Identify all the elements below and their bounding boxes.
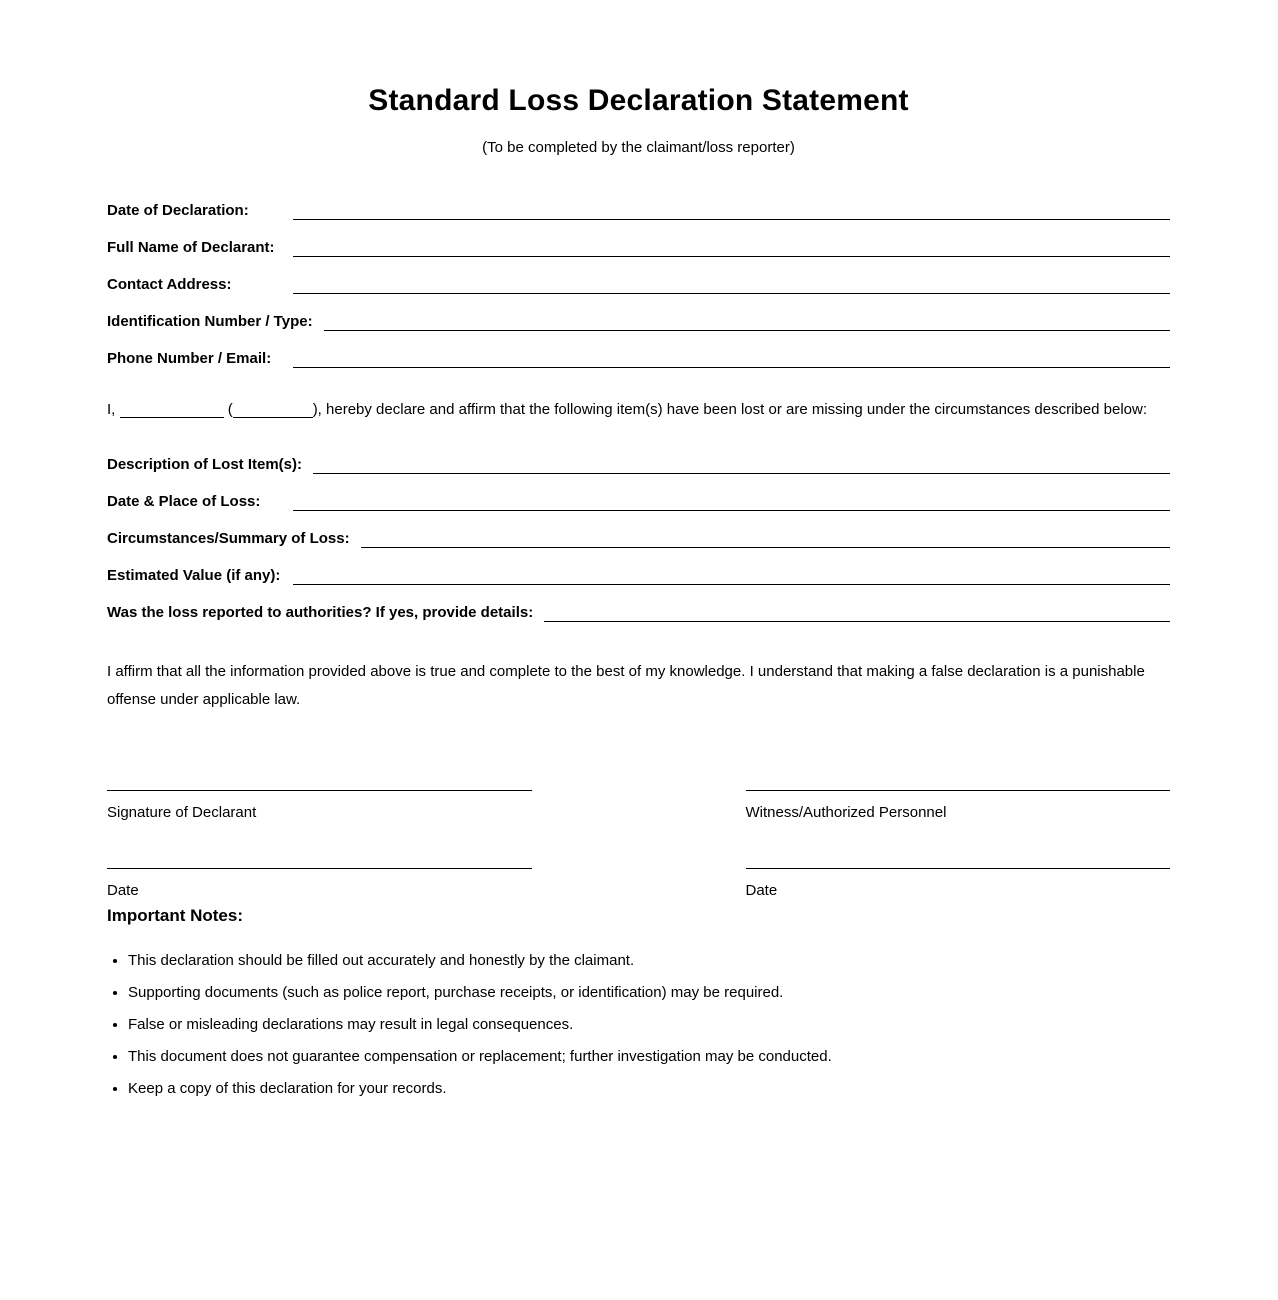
contact-address-input-line[interactable] (293, 274, 1170, 294)
estimated-value-input-line[interactable] (293, 565, 1170, 585)
signature-section (107, 790, 1170, 900)
description-input-line[interactable] (313, 454, 1170, 474)
field-label: Contact Address: (107, 276, 232, 293)
field-label: Estimated Value (if any): (107, 567, 281, 584)
field-label: Phone Number / Email: (107, 350, 272, 367)
date-of-declaration-input-line[interactable] (293, 200, 1170, 220)
field-label: Full Name of Declarant: (107, 239, 275, 256)
page-title: Standard Loss Declaration Statement (368, 84, 909, 117)
declaration-prefix: I, (107, 401, 116, 418)
declarant-name-blank[interactable] (120, 404, 224, 418)
field-reported-to-authorities (107, 600, 1170, 622)
witness-date-block (746, 868, 1171, 900)
declarant-signature-label: Signature of Declarant (107, 804, 257, 821)
declaration-statement (107, 396, 1170, 424)
field-date-of-declaration (107, 198, 1170, 220)
field-estimated-value (107, 563, 1170, 585)
page-subtitle: (To be completed by the claimant/loss reporter) (482, 139, 795, 156)
identification-input-line[interactable] (324, 311, 1170, 331)
declarant-date-label: Date (107, 882, 139, 899)
witness-signature-label: Witness/Authorized Personnel (745, 804, 947, 821)
field-date-place-of-loss (107, 489, 1170, 511)
witness-signature-block (746, 790, 1171, 822)
field-contact-address (107, 272, 1170, 294)
note-item: • Keep a copy of this declaration for your records. (128, 1079, 1170, 1099)
note-item: • False or misleading declarations may result in legal consequences. (128, 1015, 1170, 1035)
note-item: • Supporting documents (such as police report, purchase receipts, or identification) may be required. (128, 983, 1170, 1003)
loss-details-section (107, 452, 1170, 622)
declaration-open-paren: ( (227, 401, 233, 418)
declarant-date-line[interactable] (107, 868, 532, 870)
field-label: Date of Declaration: (107, 202, 249, 219)
field-label: Date & Place of Loss: (107, 493, 261, 510)
affirmation-statement: I affirm that all the information provided above is true and complete to the best of my knowledge. I understand that making a false declaration is a punishable offense under applicable law. (107, 663, 1145, 708)
declarant-id-blank[interactable] (233, 404, 313, 418)
circumstances-input-line[interactable] (361, 528, 1170, 548)
field-label: Circumstances/Summary of Loss: (107, 530, 350, 547)
full-name-input-line[interactable] (293, 237, 1170, 257)
field-label: Was the loss reported to authorities? If yes, provide details: (107, 604, 534, 621)
declarant-signature-line[interactable] (107, 790, 532, 792)
declaration-suffix: ), hereby declare and affirm that the following item(s) have been lost or are missing under the circumstances described below: (312, 401, 1147, 418)
declarant-date-block (107, 868, 532, 900)
declarant-signature-block (107, 790, 532, 822)
note-item: • This document does not guarantee compensation or replacement; further investigation may be conducted. (128, 1047, 1170, 1067)
field-identification-number-type (107, 309, 1170, 331)
important-notes-list (107, 951, 1170, 1099)
phone-email-input-line[interactable] (293, 348, 1170, 368)
field-full-name-of-declarant (107, 235, 1170, 257)
field-description-of-lost-items (107, 452, 1170, 474)
witness-signature-line[interactable] (746, 790, 1171, 792)
important-notes-heading: Important Notes: (107, 906, 243, 925)
witness-date-label: Date (745, 882, 778, 899)
field-label: Description of Lost Item(s): (107, 456, 303, 473)
note-item: • This declaration should be filled out accurately and honestly by the claimant. (128, 951, 1170, 971)
witness-date-line[interactable] (746, 868, 1171, 870)
reported-details-input-line[interactable] (544, 602, 1170, 622)
claimant-info-section (107, 198, 1170, 368)
field-circumstances-summary (107, 526, 1170, 548)
field-label: Identification Number / Type: (107, 313, 313, 330)
field-phone-email (107, 346, 1170, 368)
date-place-input-line[interactable] (293, 491, 1170, 511)
